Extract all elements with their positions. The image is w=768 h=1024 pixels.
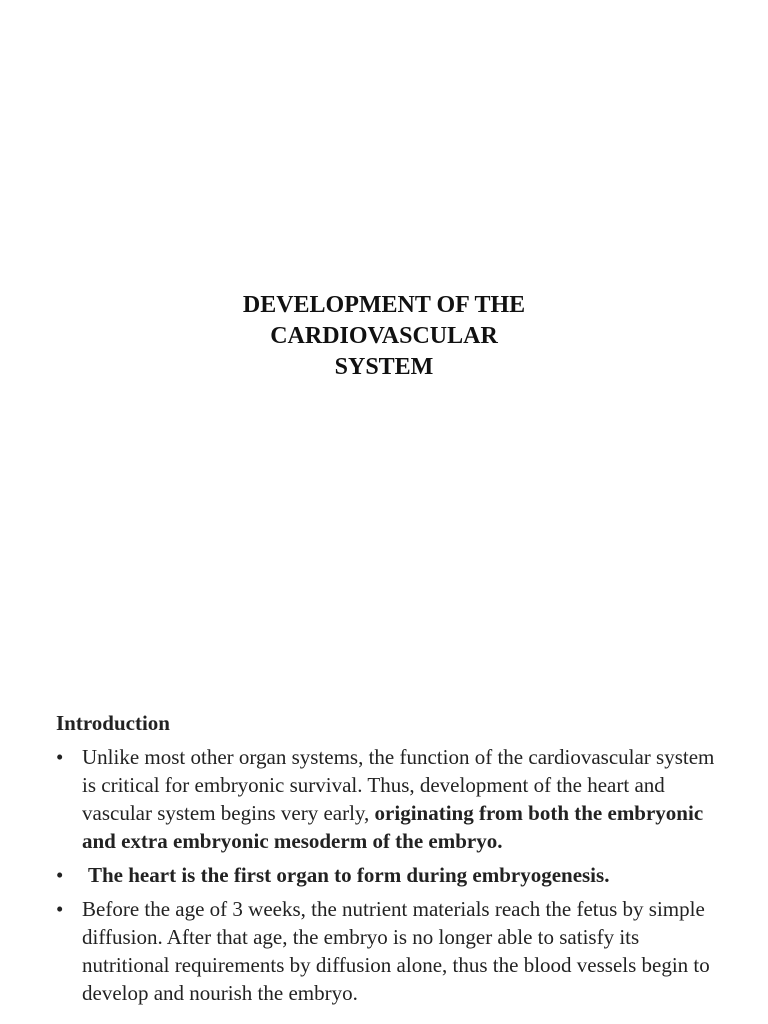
title-line-3: SYSTEM bbox=[334, 354, 434, 380]
bullet-icon: • bbox=[56, 897, 64, 921]
bullet-1-text: Unlike most other organ systems, the function of the cardiovascular system is critical for embryonic survival. Thus, development of the heart and vascular system begins very early, bbox=[82, 745, 715, 825]
title-line-1: DEVELOPMENT OF THE bbox=[242, 292, 526, 318]
bullet-icon: • bbox=[56, 863, 64, 887]
page-title bbox=[0, 290, 768, 383]
bullet-item-2 bbox=[56, 861, 724, 889]
bullet-item-1 bbox=[56, 743, 724, 855]
bullet-item-3 bbox=[56, 895, 724, 1007]
bullet-1-bold-text: originating from both the embryonic and extra embryonic mesoderm of the embryo. bbox=[82, 801, 704, 853]
bullet-icon: • bbox=[56, 745, 64, 769]
title-line-2: CARDIOVASCULAR bbox=[270, 323, 498, 349]
bullet-3-text: Before the age of 3 weeks, the nutrient materials reach the fetus by simple diffusion. After that age, the embryo is no longer able to satisfy its nutritional requirements by diffusion alone, thus the blood vessels begin to develop and nourish the embryo. bbox=[82, 897, 710, 1005]
bullet-list bbox=[56, 743, 724, 1007]
introduction-section bbox=[56, 709, 724, 1013]
bullet-2-bold-text: The heart is the first organ to form during embryogenesis. bbox=[88, 863, 610, 887]
section-heading: Introduction bbox=[56, 711, 170, 735]
